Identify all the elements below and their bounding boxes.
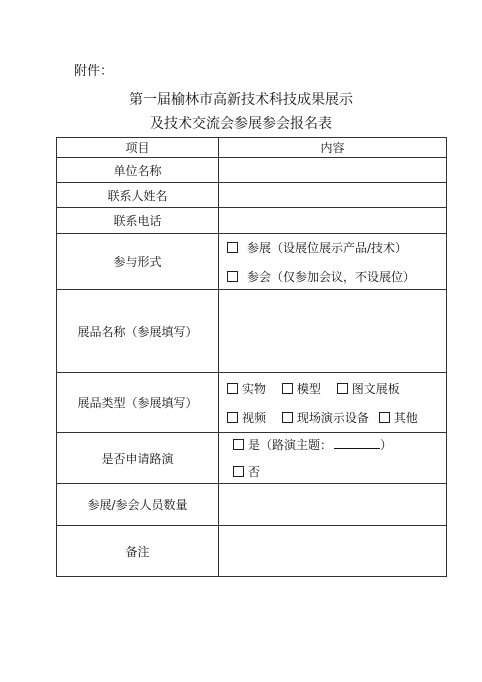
checkbox-icon[interactable] [227, 271, 238, 282]
attachment-label: 附件： [74, 64, 114, 79]
remarks-field[interactable] [219, 526, 447, 577]
exhibit-name-field[interactable] [219, 290, 447, 373]
checkbox-icon[interactable] [282, 383, 293, 394]
participation-options [219, 234, 447, 290]
table-row [57, 484, 447, 526]
checkbox-icon[interactable] [282, 412, 293, 423]
option-exhibit[interactable]: 参展（设展位展示产品/技术） [227, 239, 446, 256]
table-row [57, 183, 447, 208]
option-attend[interactable]: 参会（仅参加会议，不设展位） [227, 268, 446, 285]
table-row [57, 373, 447, 433]
option-roadshow-no[interactable]: 否 [233, 463, 446, 480]
option-demo-equipment[interactable]: 现场演示设备 [282, 411, 369, 425]
checkbox-icon[interactable] [227, 412, 238, 423]
form-title-line2: 及技术交流会参展参会报名表 [150, 116, 332, 132]
checkbox-icon[interactable] [233, 466, 244, 477]
label-exhibit-type: 展品类型（参展填写） [57, 373, 219, 433]
option-video[interactable]: 视频 [227, 411, 266, 425]
table-header-row [57, 138, 447, 158]
label-roadshow: 是否申请路演 [57, 433, 219, 484]
checkbox-icon[interactable] [337, 383, 348, 394]
label-contact-phone: 联系电话 [57, 208, 219, 234]
header-content: 内容 [219, 138, 447, 158]
roadshow-topic-input[interactable] [334, 438, 380, 449]
table-row [57, 234, 447, 290]
option-other[interactable]: 其他 [379, 411, 418, 425]
contact-name-field[interactable] [219, 183, 447, 208]
header-item: 项目 [57, 138, 219, 158]
label-contact-name: 联系人姓名 [57, 183, 219, 208]
option-roadshow-yes[interactable]: 是（路演主题： ） [233, 436, 446, 453]
roadshow-options [219, 433, 447, 484]
label-remarks: 备注 [57, 526, 219, 577]
table-row [57, 208, 447, 234]
label-participation: 参与形式 [57, 234, 219, 290]
table-row [57, 290, 447, 373]
checkbox-icon[interactable] [227, 383, 238, 394]
checkbox-icon[interactable] [233, 439, 244, 450]
option-model[interactable]: 模型 [282, 382, 321, 396]
label-headcount: 参展/参会人员数量 [57, 484, 219, 526]
checkbox-icon[interactable] [379, 412, 390, 423]
option-physical[interactable]: 实物 [227, 382, 266, 396]
headcount-field[interactable] [219, 484, 447, 526]
label-exhibit-name: 展品名称（参展填写） [57, 290, 219, 373]
registration-table [56, 137, 447, 577]
table-row [57, 158, 447, 183]
exhibit-type-options [219, 373, 447, 433]
contact-phone-field[interactable] [219, 208, 447, 234]
table-row [57, 526, 447, 577]
label-unit-name: 单位名称 [57, 158, 219, 183]
table-row [57, 433, 447, 484]
checkbox-icon[interactable] [227, 242, 238, 253]
form-title-line1: 第一届榆林市高新技术科技成果展示 [129, 92, 353, 108]
option-poster[interactable]: 图文展板 [337, 382, 400, 396]
unit-name-field[interactable] [219, 158, 447, 183]
